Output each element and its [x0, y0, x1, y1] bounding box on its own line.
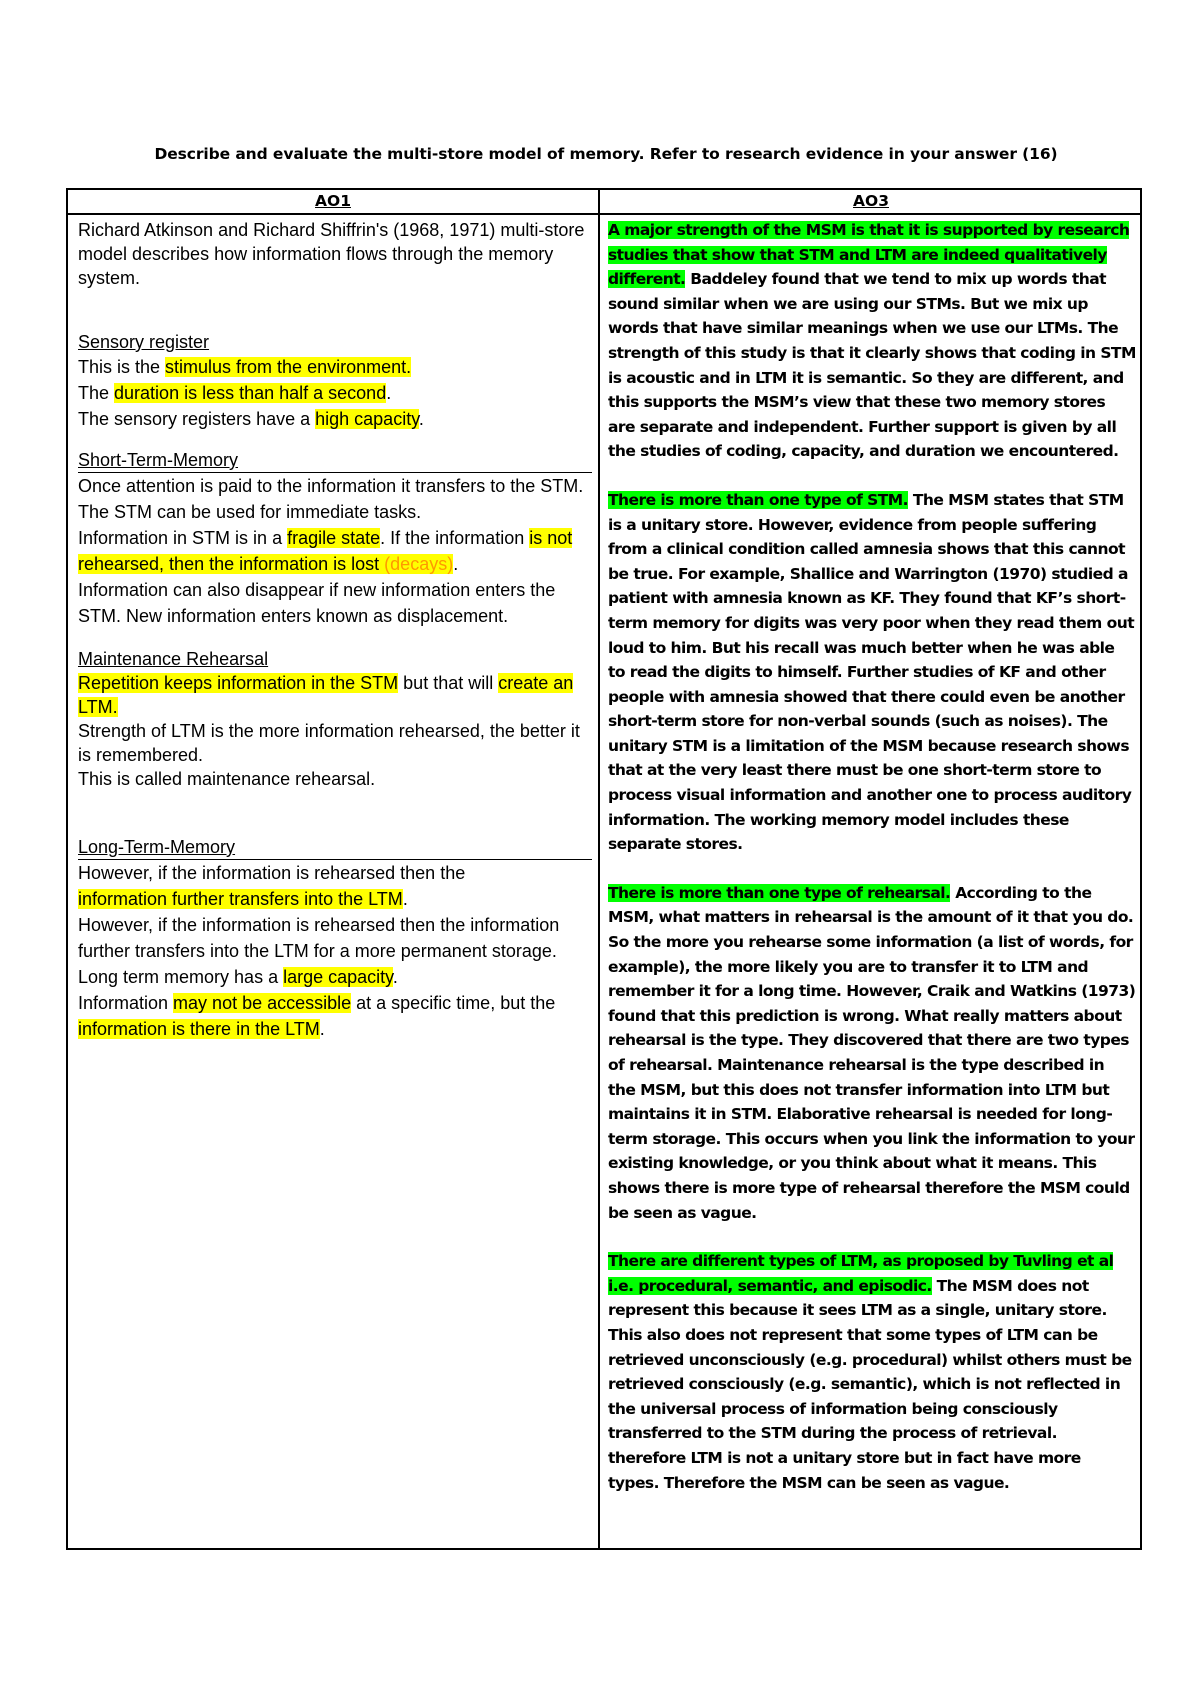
text: at a specific time, but the [351, 993, 556, 1013]
spacer [608, 464, 1136, 488]
spacer [608, 1225, 1136, 1249]
rehearsal-heading-row [78, 647, 592, 671]
stm-paragraph-2 [78, 525, 592, 577]
text: but that will [398, 673, 499, 693]
ltm-heading: Long-Term-Memory [78, 835, 592, 860]
highlight: information is there in the LTM [78, 1019, 320, 1039]
essay-question-title: Describe and evaluate the multi-store model of memory. Refer to research evidence in your answer (16) [154, 145, 1058, 163]
ltm-paragraph-1 [78, 860, 592, 912]
spacer [78, 629, 592, 647]
column-divider [598, 190, 600, 1548]
sensory-register-section [78, 330, 592, 354]
text: This is the [78, 357, 166, 377]
spacer [78, 432, 592, 448]
highlight: may not be accessible [173, 993, 352, 1013]
text: The sensory registers have a [78, 409, 316, 429]
highlight: There is more than one type of STM. [608, 490, 908, 509]
spacer [78, 290, 592, 330]
ao3-paragraph-3 [608, 881, 1136, 1225]
highlight: A major strength of the MSM is that it is supported by research studies that show that STM and LTM are indeed qualitatively different. [608, 221, 1130, 289]
ao3-paragraph-4 [608, 1249, 1136, 1495]
text: However, if the information is rehearsed then the [78, 863, 466, 883]
text: . [386, 383, 392, 403]
ltm-paragraph-3 [78, 964, 592, 990]
sensory-line-3 [78, 406, 592, 432]
text: The [78, 383, 115, 403]
ltm-paragraph-4 [78, 990, 592, 1042]
rehearsal-heading: Maintenance Rehearsal [78, 649, 269, 669]
sensory-line-2 [78, 380, 592, 406]
text: . [319, 1019, 325, 1039]
ao1-header: AO1 [315, 192, 351, 210]
rehearsal-paragraph-1 [78, 671, 592, 719]
rehearsal-paragraph-2: Strength of LTM is the more information rehearsed, the better it is remembered. [78, 721, 580, 765]
ao3-paragraph-1 [608, 218, 1136, 464]
spacer [608, 857, 1136, 881]
ao1-intro: Richard Atkinson and Richard Shiffrin's (1968, 1971) multi-store model describes how information flows through the memory system. [78, 220, 585, 288]
highlight: is not rehearsed, then the information is lost [78, 528, 573, 574]
text: . [392, 967, 398, 987]
sensory-register-heading: Sensory register [78, 332, 210, 352]
decays-text: (decays) [384, 554, 454, 574]
stm-paragraph-1: Once attention is paid to the information it transfers to the STM. The STM can be used for immediate tasks. [78, 476, 584, 522]
sensory-line-1 [78, 354, 592, 380]
highlight: fragile state [287, 528, 381, 548]
highlight: high capacity [315, 409, 419, 429]
text: . [453, 554, 459, 574]
highlight: duration is less than half a second [114, 383, 387, 403]
stm-heading: Short-Term-Memory [78, 448, 592, 473]
text: Baddeley found that we tend to mix up words that sound similar when we are using our STMs. But we mix up words that have similar meanings when we use our LTMs. The strength of this study is that it clearly shows that coding in STM is acoustic and in LTM it is semantic. So they are different, and this supports the MSM’s view that these two memory stores are separate and independent. Further support is given by all the studies of coding, capacity, and duration we encountered. [608, 270, 1136, 461]
text: The MSM states that STM is a unitary store. However, evidence from people suffering from a clinical condition called amnesia shows that this cannot be true. For example, Shallice and Warrington (1970) studied a patient with amnesia known as KF. They found that KF’s short-term memory for digits was very poor when they read them out loud to him. But his recall was much better when he was able to read the digits to himself. Further studies of KF and other people with amnesia showed that there could even be another short-term store for non-verbal sounds (such as noises). The unitary STM is a limitation of the MSM because research shows that at the very least there must be one short-term store to process visual information and another one to process auditory information. The working memory model includes these separate stores. [608, 490, 1135, 854]
text: Long term memory has a [78, 967, 284, 987]
text: . If the information [380, 528, 530, 548]
text: . [402, 889, 408, 909]
header-divider [68, 213, 1140, 215]
highlight: Repetition keeps information in the STM [78, 673, 399, 693]
text: . [418, 409, 424, 429]
rehearsal-paragraph-3: This is called maintenance rehearsal. [78, 769, 376, 789]
highlight: large capacity [283, 967, 393, 987]
highlight: There is more than one type of rehearsal. [608, 883, 951, 902]
text: Information in STM is in a [78, 528, 288, 548]
highlight: information further transfers into the LTM [78, 889, 403, 909]
highlight: create an LTM. [78, 673, 574, 717]
ao3-header: AO3 [853, 192, 889, 210]
stm-heading-row [78, 448, 592, 473]
text: According to the MSM, what matters in rehearsal is the amount of it that you do. So the more you rehearse some information (a list of words, for example), the more likely you are to transfer it to LTM and remember it for a long time. However, Craik and Watkins (1973) found that this prediction is wrong. What really matters about rehearsal is the type. They discovered that there are two types of rehearsal. Maintenance rehearsal is the type described in the MSM, but this does not transfer information into LTM but maintains it in STM. Elaborative rehearsal is needed for long-term storage. This occurs when you link the information to your existing knowledge, or you think about what it means. This shows there is more type of rehearsal therefore the MSM could be seen as vague. [608, 883, 1136, 1222]
highlight: There are different types of LTM, as proposed by Tuvling et al i.e. procedural, semantic, and episodic. [608, 1252, 1114, 1295]
ltm-heading-row [78, 835, 592, 860]
stm-paragraph-3: Information can also disappear if new information enters the STM. New information enters known as displacement. [78, 580, 556, 626]
ltm-paragraph-2: However, if the information is rehearsed then the information further transfers into the LTM for a more permanent storage. [78, 915, 560, 961]
text: The MSM does not represent this because it sees LTM as a single, unitary store. This also does not represent that some types of LTM can be retrieved unconsciously (e.g. procedural) whilst others must be retrieved consciously (e.g. semantic), which is not reflected in the universal process of information being consciously transferred to the STM during the process of retrieval. therefore LTM is not a unitary store but in fact have more types. Therefore the MSM can be seen as vague. [608, 1276, 1132, 1492]
ao3-column [608, 218, 1136, 1495]
spacer [78, 791, 592, 835]
highlight: stimulus from the environment. [165, 357, 412, 377]
ao1-column [78, 218, 592, 1042]
text: Information [78, 993, 174, 1013]
ao3-paragraph-2 [608, 488, 1136, 857]
answer-table [66, 188, 1142, 1550]
